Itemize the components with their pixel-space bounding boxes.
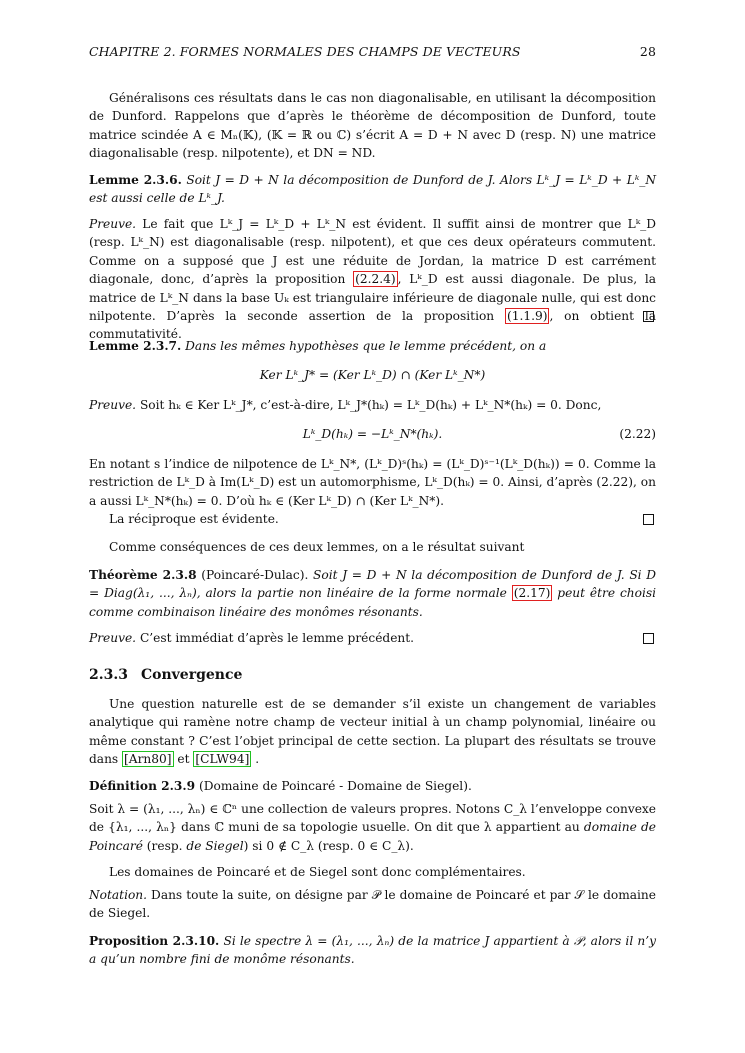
definition-term-poincare: domaine de Poincaré: [89, 820, 657, 853]
proposition-statement: Si le spectre λ = (λ₁, ..., λₙ) de la matrice J appartient à 𝒫, alors il n’y a qu’un nombre fini de monôme résonants.: [89, 934, 656, 967]
definition-text-2: (resp.: [146, 838, 183, 853]
theorem-label: Théorème 2.3.8: [89, 568, 197, 582]
proof-label: Preuve.: [89, 398, 137, 412]
theorem-2-3-8: [89, 566, 656, 621]
definition-name: (Domaine de Poincaré - Domaine de Siegel).: [198, 779, 472, 793]
lemma-statement: Dans les mêmes hypothèses que le lemme précédent, on a: [185, 339, 547, 353]
definition-term-siegel: de Siegel: [186, 838, 244, 853]
proof-text-block: En notant s l’indice de nilpotence de Lᵏ_N*, (Lᵏ_D)ˢ(hₖ) = (Lᵏ_D)ˢ⁻¹(Lᵏ_D(hₖ)) = 0. Comme la restriction de Lᵏ_D à Im(Lᵏ_D) est un automorphisme, Lᵏ_D(hₖ) = 0. Ainsi, d’après (2.22), on a aussi Lᵏ_N*(hₖ) = 0. D’où hₖ ∈ (Ker Lᵏ_D) ∩ (Ker Lᵏ_N*).: [89, 457, 656, 508]
intro-paragraph: [89, 89, 656, 163]
equation-number: (2.22): [619, 427, 656, 441]
qed-square-icon: [643, 311, 654, 322]
section-title: Convergence: [141, 667, 243, 683]
proof-text-3: , on obtient la commutativité.: [89, 309, 656, 342]
theorem-name: (Poincaré-Dulac).: [201, 568, 309, 582]
equation-body: Lᵏ_D(hₖ) = −Lᵏ_N*(hₖ).: [302, 427, 443, 441]
convergence-text: Une question naturelle est de se demander s’il existe un changement de variables analytique qui ramène notre champ de vecteur initial à un champ polynomial, linéaire ou même constant ? C’est l’objet principal de cette section. La plupart des résultats se trouve dans: [89, 697, 656, 767]
lemma-statement: Soit J = D + N la décomposition de Dunford de J. Alors Lᵏ_J = Lᵏ_D + Lᵏ_N est aussi celle de Lᵏ_J.: [89, 173, 657, 206]
theorem-text: Soit J = D + N la décomposition de Dunford de J. Si D = Diag(λ₁, ..., λₙ), alors la partie non linéaire de la forme normale: [89, 568, 657, 601]
section-heading: [89, 667, 242, 683]
proof-theorem: [89, 629, 656, 647]
proof-text: C’est immédiat d’après le lemme précédent.: [139, 631, 415, 645]
lemma-2-3-6: [89, 171, 656, 208]
ref-1-1-9-link[interactable]: (1.1.9): [506, 309, 548, 324]
ref-2-2-4-link[interactable]: (2.2.4): [355, 272, 396, 287]
convergence-and: et: [177, 752, 190, 767]
lemma-label: Lemme 2.3.6.: [89, 173, 182, 187]
proof-line: Soit hₖ ∈ Ker Lᵏ_J*, c’est-à-dire, Lᵏ_J*(hₖ) = Lᵏ_D(hₖ) + Lᵏ_N*(hₖ) = 0. Donc,: [139, 398, 602, 412]
equation-2-22: [89, 425, 656, 443]
proposition-label: Proposition 2.3.10.: [89, 934, 220, 948]
citation-clw94-link[interactable]: [CLW94]: [195, 752, 250, 767]
citation-arn80-link[interactable]: [Arn80]: [124, 752, 172, 767]
qed-square-icon: [643, 514, 654, 525]
notation-label: Notation.: [89, 888, 148, 902]
notation-paragraph: [89, 886, 656, 923]
running-header: [89, 44, 656, 60]
consequence-line: Comme conséquences de ces deux lemmes, on a le résultat suivant: [109, 540, 525, 554]
notation-text: Dans toute la suite, on désigne par 𝒫 le domaine de Poincaré et par 𝒮 le domaine de Siegel.: [89, 888, 656, 921]
chapter-title: CHAPITRE 2. FORMES NORMALES DES CHAMPS DE VECTEURS: [89, 44, 521, 59]
proof-lemma-2-3-7: [89, 396, 656, 414]
theorem-text-2: peut être choisi comme combinaison linéaire des monômes résonants.: [89, 586, 657, 619]
lemma-label: Lemme 2.3.7.: [89, 339, 182, 353]
definition-2-3-9-heading: [89, 777, 656, 795]
proof-label: Preuve.: [89, 217, 137, 231]
definition-label: Définition 2.3.9: [89, 779, 196, 793]
qed-square-icon: [643, 633, 654, 644]
definition-body: [89, 800, 656, 855]
section-number: 2.3.3: [89, 667, 128, 683]
ref-2-17-link[interactable]: (2.17): [513, 586, 551, 601]
convergence-paragraph: [89, 695, 656, 769]
lemma-2-3-7: [89, 337, 656, 355]
proof-text: Le fait que Lᵏ_J = Lᵏ_D + Lᵏ_N est évident. Il suffit ainsi de montrer que Lᵏ_D (resp. Lᵏ_N) est diagonalisable (resp. nilpotent), et que ces deux opérateurs commutent. Comme on a supposé que J est une réduite de Jordan, la matrice D est carrément diagonale, donc, d’après la proposition: [89, 217, 656, 287]
definition-text: Soit λ = (λ₁, ..., λₙ) ∈ ℂⁿ une collection de valeurs propres. Notons C_λ l’enveloppe convexe de {λ₁, ..., λₙ} dans ℂ muni de sa topologie usuelle. On dit que λ appartient au: [89, 802, 656, 835]
complement-line: Les domaines de Poincaré et de Siegel sont donc complémentaires.: [109, 865, 526, 879]
proof-label: Preuve.: [89, 631, 137, 645]
intro-line-4: (resp. nilpotente), et DN = ND.: [182, 146, 376, 161]
proposition-2-3-10: [89, 932, 656, 969]
page-number: 28: [639, 44, 656, 59]
proof-text-2: , Lᵏ_D est aussi diagonale. De plus, la matrice de Lᵏ_N dans la base Uₖ est triangulaire inférieure de diagonale nulle, qui est donc nilpotente. D’après la seconde assertion de la proposition: [89, 272, 656, 324]
lemma-equation: Ker Lᵏ_J* = (Ker Lᵏ_D) ∩ (Ker Lᵏ_N*): [259, 368, 486, 382]
intro-line-3: A ∈ Mₙ(𝕂), (𝕂 = ℝ ou ℂ) s’écrit A = D + N avec D (resp. N) une matrice diagonalisable: [89, 127, 656, 161]
intro-line-1: Généralisons ces résultats dans le cas non diagonalisable, en utilisant la décomposition de: [89, 91, 656, 124]
definition-text-3: ) si 0 ∉ C_λ (resp. 0 ∈ C_λ).: [243, 838, 414, 853]
intro-line-2: Dunford. Rappelons que d’après le théorème de décomposition de Dunford, toute matrice scindée: [89, 109, 657, 142]
proof-lemma-2-3-6: [89, 215, 656, 344]
converse-line: La réciproque est évidente.: [109, 512, 279, 526]
convergence-end: .: [255, 752, 260, 767]
